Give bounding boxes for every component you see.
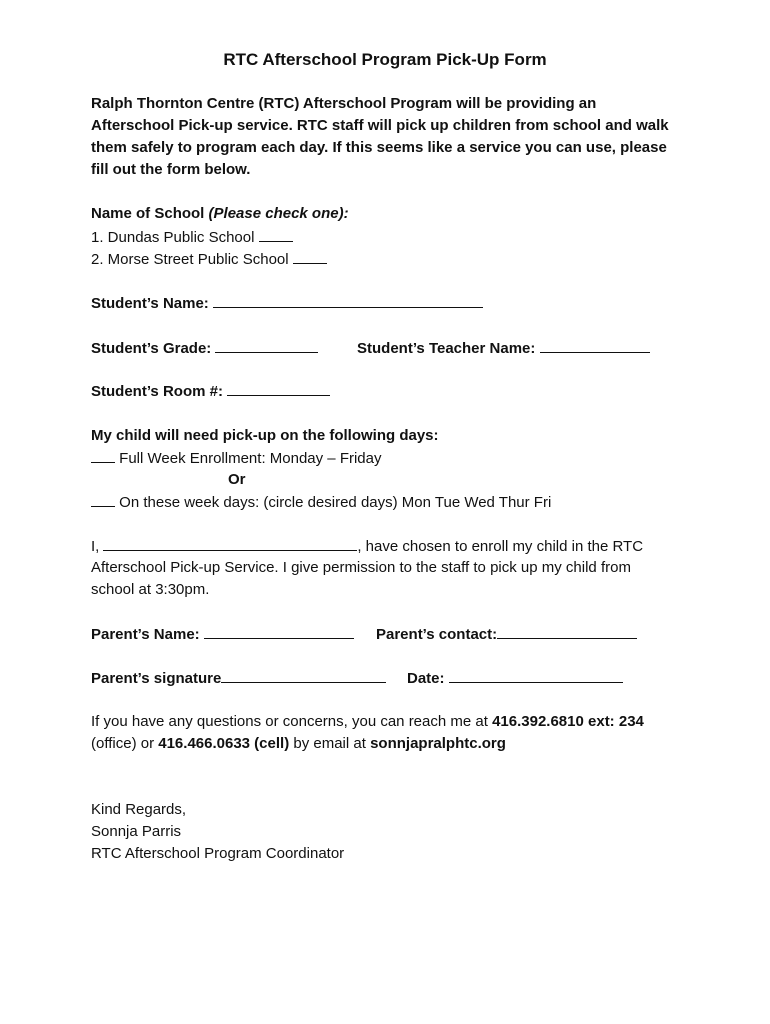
- school-option-2-check[interactable]: [293, 248, 327, 264]
- intro-line-3: them safely to program each day. If this seems like a service you can use, please: [91, 139, 667, 156]
- consent-line-2: Afterschool Pick-up Service. I give permission to the staff to pick up my child from: [91, 559, 631, 576]
- room-field[interactable]: [227, 380, 330, 396]
- student-grade-row: [91, 337, 318, 360]
- contact-line-2: [91, 733, 506, 755]
- week-days-check[interactable]: [91, 491, 115, 507]
- student-grade-field[interactable]: [215, 337, 318, 353]
- parent-name-field[interactable]: [204, 623, 354, 639]
- parent-name-label: Parent’s Name:: [91, 626, 200, 643]
- office-phone: 416.392.6810 ext: 234: [492, 713, 644, 730]
- closing-role: RTC Afterschool Program Coordinator: [91, 845, 345, 862]
- consent-prefix: I,: [91, 538, 100, 555]
- parent-signature-label: Parent’s signature: [91, 670, 222, 687]
- date-row: [407, 667, 623, 690]
- room-label: Student’s Room #:: [91, 383, 223, 400]
- closing-regards: Kind Regards,: [91, 801, 187, 818]
- student-grade-label: Student’s Grade:: [91, 340, 212, 357]
- parent-contact-label: Parent’s contact:: [376, 626, 498, 643]
- school-label: Name of School: [91, 205, 205, 222]
- teacher-name-field[interactable]: [540, 337, 650, 353]
- closing-name: Sonnja Parris: [91, 823, 182, 840]
- school-heading: [91, 203, 349, 225]
- teacher-name-row: [357, 337, 650, 360]
- school-option-2-label: 2. Morse Street Public School: [91, 251, 289, 268]
- full-week-check[interactable]: [91, 447, 115, 463]
- pickup-full-week-row: [91, 447, 382, 470]
- school-option-2: [91, 248, 327, 271]
- student-name-label: Student’s Name:: [91, 295, 209, 312]
- parent-name-row: [91, 623, 354, 646]
- contact-email[interactable]: sonnjapralphtc.org: [370, 735, 506, 752]
- full-week-label: Full Week Enrollment: Monday – Friday: [119, 450, 382, 467]
- pickup-heading: My child will need pick-up on the following days:: [91, 427, 439, 444]
- consent-line-3: school at 3:30pm.: [91, 581, 210, 598]
- page-title: RTC Afterschool Program Pick-Up Form: [223, 50, 547, 69]
- pickup-or: Or: [228, 471, 246, 488]
- intro-line-2: Afterschool Pick-up service. RTC staff will pick up children from school and walk: [91, 117, 669, 134]
- school-option-1-check[interactable]: [259, 226, 293, 242]
- room-row: [91, 380, 330, 403]
- consent-name-field[interactable]: [103, 535, 357, 551]
- teacher-name-label: Student’s Teacher Name:: [357, 340, 536, 357]
- contact-text-3: by email at: [293, 735, 366, 752]
- student-name-row: [91, 292, 483, 315]
- school-hint: (Please check one):: [208, 205, 349, 222]
- pickup-week-days-row: [91, 491, 551, 514]
- intro-line-1: Ralph Thornton Centre (RTC) Afterschool Program will be providing an: [91, 95, 597, 112]
- date-field[interactable]: [449, 667, 623, 683]
- consent-suffix: , have chosen to enroll my child in the RTC: [357, 538, 644, 555]
- consent-line-1: [91, 535, 643, 558]
- week-days-label: On these week days: (circle desired days) Mon Tue Wed Thur Fri: [119, 494, 552, 511]
- school-option-1-label: 1. Dundas Public School: [91, 229, 255, 246]
- parent-contact-field[interactable]: [497, 623, 637, 639]
- contact-line-1: [91, 711, 644, 733]
- intro-line-4: fill out the form below.: [91, 161, 251, 178]
- parent-signature-row: [91, 667, 386, 690]
- date-label: Date:: [407, 670, 445, 687]
- parent-signature-field[interactable]: [221, 667, 386, 683]
- cell-phone: 416.466.0633 (cell): [158, 735, 290, 752]
- school-option-1: [91, 226, 293, 249]
- parent-contact-row: [376, 623, 637, 646]
- contact-text-1: If you have any questions or concerns, you can reach me at: [91, 713, 488, 730]
- contact-text-2: (office) or: [91, 735, 155, 752]
- student-name-field[interactable]: [213, 292, 483, 308]
